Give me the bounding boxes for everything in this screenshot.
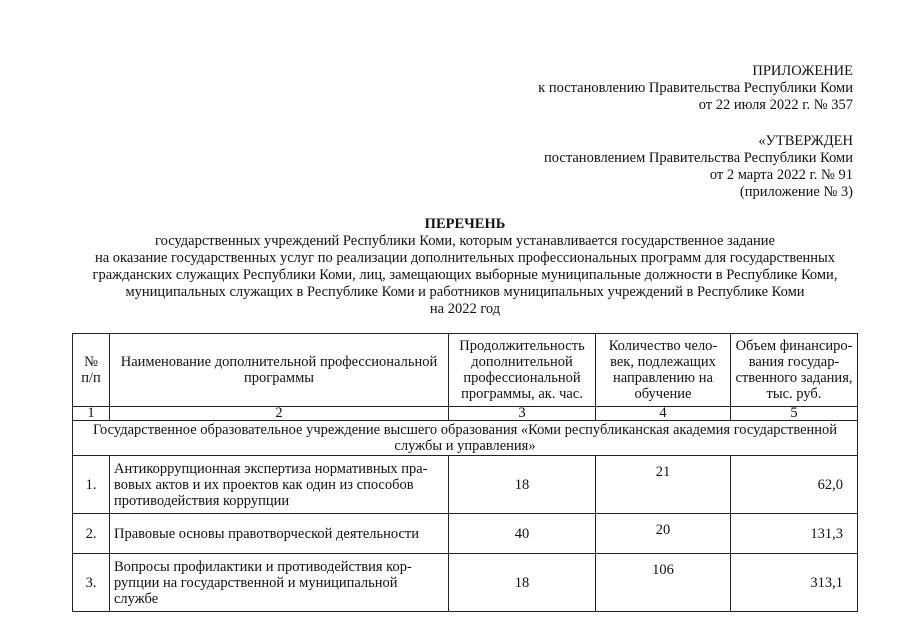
row-financing: 131,3: [731, 514, 858, 554]
row-program-name: Вопросы профилактики и противодействия кор-рупции на государственной и муниципальной службе: [110, 554, 449, 612]
appendix-date: от 22 июля 2022 г. № 357: [698, 97, 853, 113]
organization-row: [73, 421, 858, 456]
row-quantity: 20: [596, 514, 731, 554]
title-line-2: на оказание государственных услуг по реализации дополнительных профессиональных программ для государственных: [94, 250, 836, 266]
row-program-name: Правовые основы правотворческой деятельности: [110, 514, 449, 554]
appendix-header: [538, 63, 853, 114]
column-number: 3: [449, 407, 596, 421]
row-num: 2.: [73, 514, 110, 554]
title-line-3: гражданских служащих Республики Коми, лиц, замещающих выборные муниципальные должности в Республике Коми,: [92, 267, 838, 283]
header-name: Наименование дополнительной профессиональной программы: [110, 334, 449, 407]
header-duration: Продолжительность дополнительной профессиональной программы, ак. час.: [449, 334, 596, 407]
table-row: [73, 456, 858, 514]
organization-name: Государственное образовательное учреждение высшего образования «Коми республиканская академия государственной службы и управления»: [73, 421, 858, 456]
column-number-row: [73, 407, 858, 421]
row-quantity: 106: [596, 554, 731, 612]
approval-title: «УТВЕРЖДЕН: [758, 133, 853, 149]
header-quantity: Количество чело-век, подлежащих направлению на обучение: [596, 334, 731, 407]
row-duration: 18: [449, 456, 596, 514]
row-financing: 313,1: [731, 554, 858, 612]
title-line-1: государственных учреждений Республики Коми, которым устанавливается государственное задание: [155, 233, 775, 249]
approval-resolution: постановлением Правительства Республики Коми: [544, 150, 853, 166]
header-financing: Объем финансиро-вания государ-ственного задания, тыс. руб.: [731, 334, 858, 407]
column-number: 1: [73, 407, 110, 421]
column-number: 4: [596, 407, 731, 421]
approval-header: [544, 133, 853, 201]
row-duration: 18: [449, 554, 596, 612]
row-num: 1.: [73, 456, 110, 514]
table-row: [73, 514, 858, 554]
title-line-5: на 2022 год: [429, 301, 501, 317]
appendix-title: ПРИЛОЖЕНИЕ: [752, 63, 853, 79]
row-program-name: Антикоррупционная экспертиза нормативных пра-вовых актов и их проектов как один из способов противодействия коррупции: [110, 456, 449, 514]
row-duration: 40: [449, 514, 596, 554]
programs-table: [72, 333, 858, 612]
title-line-4: муниципальных служащих в Республике Коми и работников муниципальных учреждений в Республике Коми: [125, 284, 805, 300]
appendix-resolution: к постановлению Правительства Республики Коми: [538, 80, 853, 96]
column-number: 2: [110, 407, 449, 421]
table-row: [73, 554, 858, 612]
row-quantity: 21: [596, 456, 731, 514]
document-title: [80, 216, 850, 318]
approval-annex: (приложение № 3): [739, 184, 853, 200]
title-heading: ПЕРЕЧЕНЬ: [424, 216, 506, 232]
row-num: 3.: [73, 554, 110, 612]
header-num: № п/п: [73, 334, 110, 407]
row-financing: 62,0: [731, 456, 858, 514]
column-number: 5: [731, 407, 858, 421]
approval-date: от 2 марта 2022 г. № 91: [709, 167, 853, 183]
table-header-row: [73, 334, 858, 407]
